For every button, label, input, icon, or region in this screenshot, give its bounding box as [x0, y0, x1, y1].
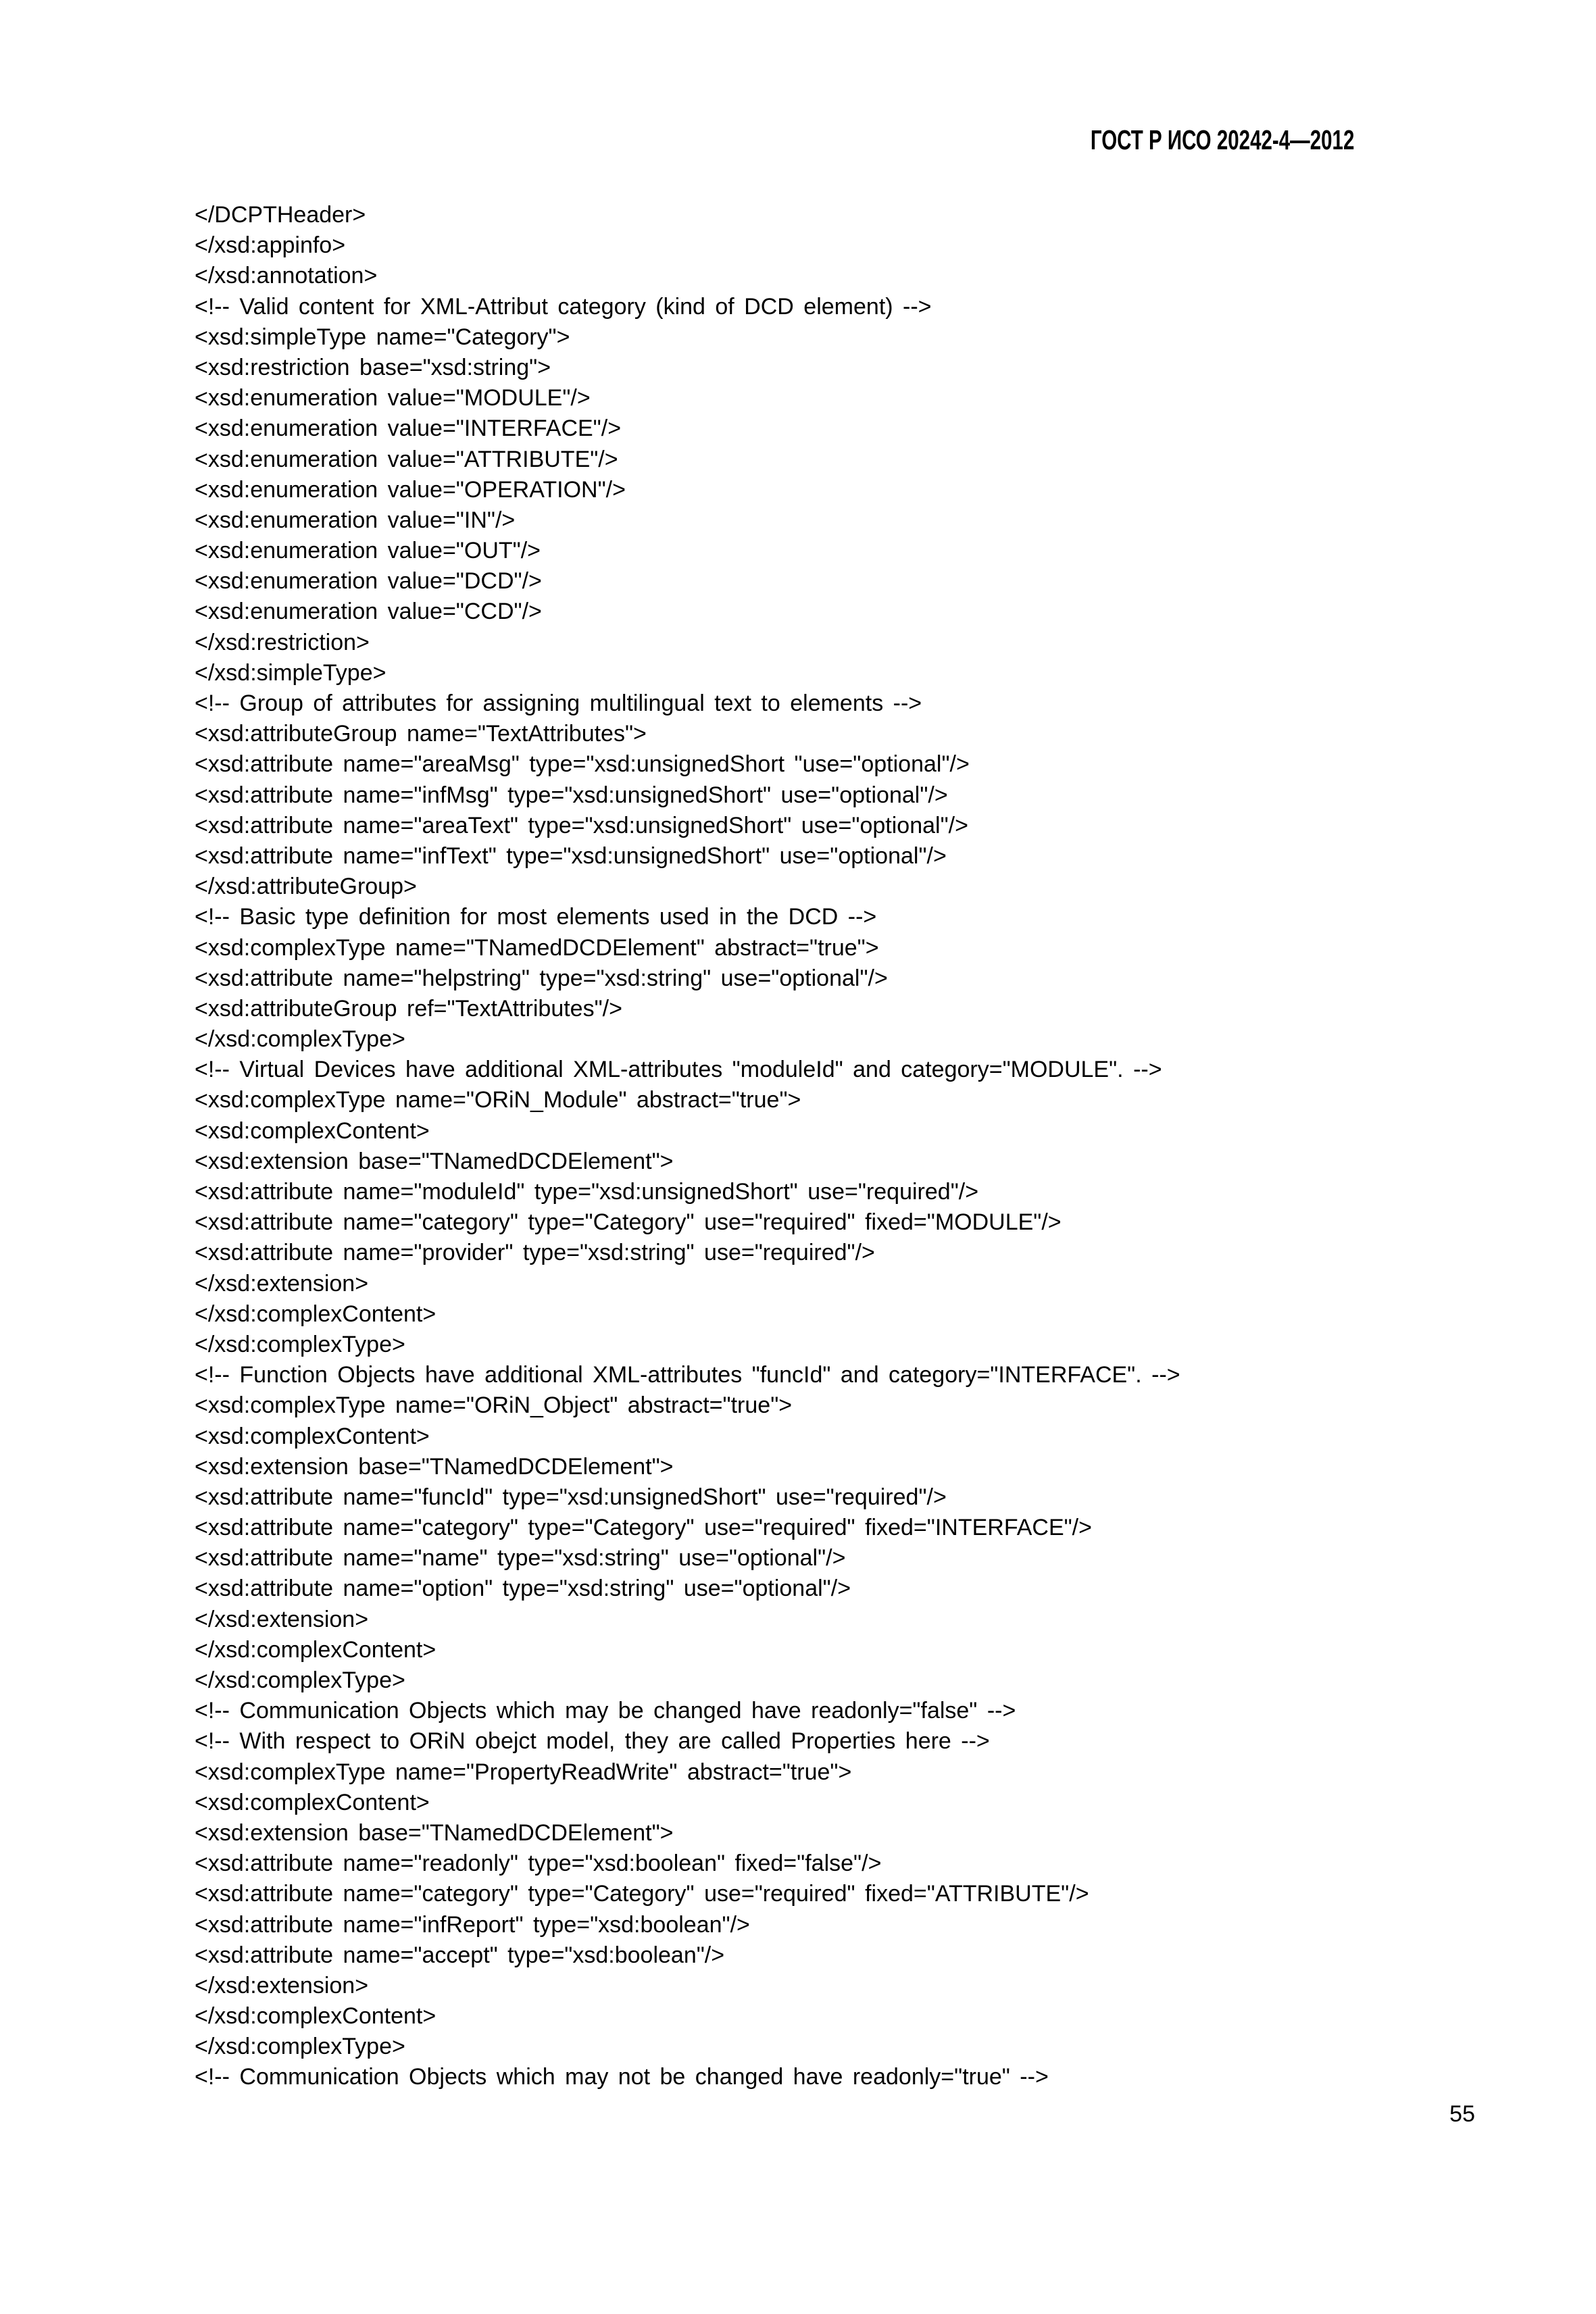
code-line: </xsd:extension> — [195, 1606, 369, 1632]
code-line: <xsd:enumeration value="IN"/> — [195, 507, 516, 533]
code-line: <xsd:attribute name="readonly" type="xsd:boolean" fixed="false"/> — [195, 1851, 882, 1877]
code-line: <xsd:complexType name="PropertyReadWrite" abstract="true"> — [195, 1759, 852, 1785]
code-line: <xsd:extension base="TNamedDCDElement"> — [195, 1148, 674, 1174]
code-line: <xsd:enumeration value="INTERFACE"/> — [195, 416, 622, 442]
xsd-code-listing — [195, 200, 1424, 2093]
code-line: <xsd:attribute name="category" type="Category" use="required" fixed="MODULE"/> — [195, 1209, 1062, 1236]
code-line: <xsd:extension base="TNamedDCDElement"> — [195, 1453, 674, 1480]
code-line: <xsd:complexContent> — [195, 1423, 430, 1449]
code-line: </xsd:complexType> — [195, 1026, 405, 1053]
page-number: 55 — [1449, 2101, 1475, 2127]
code-line: <!-- Function Objects have additional XML-attributes "funcId" and category="INTERFACE". --> — [195, 1362, 1180, 1388]
code-line: </xsd:simpleType> — [195, 659, 386, 686]
code-line: <xsd:attribute name="moduleId" type="xsd:unsignedShort" use="required"/> — [195, 1179, 979, 1205]
code-line: <!-- Basic type definition for most elements used in the DCD --> — [195, 904, 877, 930]
code-line: </xsd:complexType> — [195, 1331, 405, 1357]
code-line: </xsd:complexContent> — [195, 1636, 437, 1663]
code-line: <xsd:attribute name="infText" type="xsd:unsignedShort" use="optional"/> — [195, 842, 947, 869]
code-line: <xsd:enumeration value="ATTRIBUTE"/> — [195, 446, 618, 472]
code-line: <xsd:enumeration value="OPERATION"/> — [195, 476, 626, 503]
code-line: </xsd:attributeGroup> — [195, 874, 417, 900]
code-line: </xsd:complexContent> — [195, 1301, 437, 1327]
code-line: <xsd:attribute name="name" type="xsd:string" use="optional"/> — [195, 1545, 846, 1571]
code-line: <xsd:attribute name="category" type="Category" use="required" fixed="ATTRIBUTE"/> — [195, 1881, 1089, 1907]
code-line: <xsd:enumeration value="MODULE"/> — [195, 385, 591, 411]
code-line: <xsd:enumeration value="OUT"/> — [195, 538, 541, 564]
code-line: <xsd:complexType name="TNamedDCDElement" abstract="true"> — [195, 934, 879, 961]
code-line: </xsd:complexType> — [195, 1667, 405, 1693]
code-line: <xsd:attribute name="funcId" type="xsd:unsignedShort" use="required"/> — [195, 1484, 947, 1510]
code-line: <xsd:extension base="TNamedDCDElement"> — [195, 1819, 674, 1846]
code-line: <xsd:enumeration value="CCD"/> — [195, 599, 542, 625]
code-line: <!-- Group of attributes for assigning multilingual text to elements --> — [195, 690, 922, 716]
code-line: <xsd:complexType name="ORiN_Module" abstract="true"> — [195, 1087, 801, 1113]
code-line: </xsd:complexType> — [195, 2034, 405, 2060]
code-line: <xsd:complexContent> — [195, 1789, 430, 1815]
code-line: </xsd:extension> — [195, 1270, 369, 1297]
code-line: <xsd:attribute name="areaText" type="xsd:unsignedShort" use="optional"/> — [195, 812, 968, 838]
code-line: </xsd:extension> — [195, 1972, 369, 1998]
code-line: </xsd:annotation> — [195, 263, 378, 289]
code-line: <xsd:enumeration value="DCD"/> — [195, 568, 542, 595]
code-line: <xsd:attribute name="category" type="Category" use="required" fixed="INTERFACE"/> — [195, 1515, 1092, 1541]
code-line: <xsd:attributeGroup name="TextAttributes"> — [195, 721, 647, 747]
code-line: <!-- Communication Objects which may be changed have readonly="false" --> — [195, 1698, 1016, 1724]
code-line: <xsd:complexType name="ORiN_Object" abstract="true"> — [195, 1392, 793, 1419]
running-header-standard-reference: ГОСТ Р ИСО 20242-4—2012 — [1090, 124, 1354, 155]
code-line: <xsd:attribute name="provider" type="xsd:string" use="required"/> — [195, 1240, 875, 1266]
code-line: </xsd:complexContent> — [195, 2003, 437, 2030]
code-line: <xsd:attribute name="accept" type="xsd:boolean"/> — [195, 1942, 725, 1968]
code-line: </xsd:restriction> — [195, 629, 370, 655]
code-line: <!-- Virtual Devices have additional XML-attributes "moduleId" and category="MODULE". --> — [195, 1057, 1162, 1083]
code-line: <!-- Communication Objects which may not be changed have readonly="true" --> — [195, 2064, 1049, 2090]
code-line: </xsd:appinfo> — [195, 232, 346, 259]
code-line: <!-- Valid content for XML-Attribut category (kind of DCD element) --> — [195, 293, 932, 320]
code-line: <xsd:attribute name="areaMsg" type="xsd:unsignedShort "use="optional"/> — [195, 751, 970, 778]
code-line: </DCPTHeader> — [195, 202, 366, 228]
code-line: <xsd:attribute name="helpstring" type="xsd:string" use="optional"/> — [195, 965, 888, 991]
code-line: <xsd:simpleType name="Category"> — [195, 324, 570, 350]
code-line: <xsd:complexContent> — [195, 1117, 430, 1144]
code-line: <xsd:attributeGroup ref="TextAttributes"/> — [195, 995, 622, 1022]
code-line: <!-- With respect to ORiN obejct model, they are called Properties here --> — [195, 1728, 990, 1755]
code-line: <xsd:attribute name="option" type="xsd:string" use="optional"/> — [195, 1576, 851, 1602]
code-line: <xsd:restriction base="xsd:string"> — [195, 354, 551, 380]
code-line: <xsd:attribute name="infMsg" type="xsd:unsignedShort" use="optional"/> — [195, 782, 948, 808]
code-line: <xsd:attribute name="infReport" type="xsd:boolean"/> — [195, 1911, 750, 1938]
